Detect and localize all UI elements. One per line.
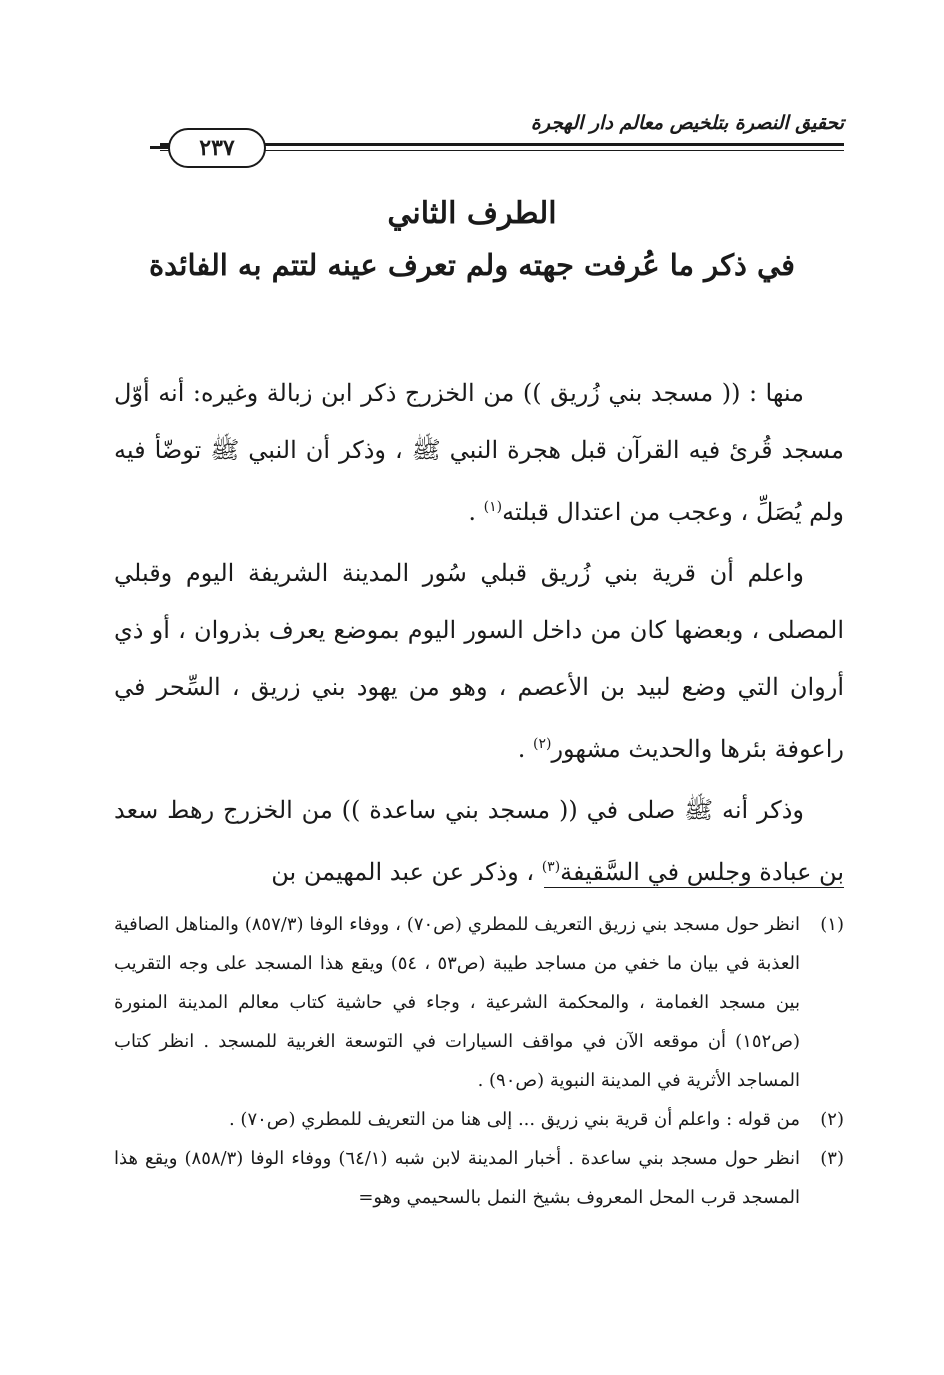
footnote-ref-1: (١): [483, 499, 503, 515]
footnote-1-number: (١): [820, 914, 844, 935]
footnotes: [114, 905, 844, 1217]
footnote-2-number: (٢): [820, 1109, 844, 1130]
paragraph-2-end: .: [517, 735, 533, 763]
chapter-subtitle: في ذكر ما عُرفت جهته ولم تعرف عينه لتتم به الفائدة: [148, 248, 796, 282]
header-rule-tick: [150, 146, 170, 149]
footnote-1-text: انظر حول مسجد بني زريق التعريف للمطري (ص٧٠) ، ووفاء الوفا (٨٥٧/٣) والمناهل الصافية العذبة في بيان ما خفي من مساجد طيبة (ص٥٣ ، ٥٤) ويقع هذا المسجد على وجه التقريب بين مسجد الغمامة ، والمحكمة الشرعية ، وجاء في حاشية كتاب معالم المدينة المنورة (ص١٥٢) أن موقعه الآن في مواقف السيارات في التوسعة الغربية للمسجد . انظر كتاب المساجد الأثرية في المدينة النبوية (ص٩٠) .: [114, 914, 800, 1091]
page-number: ٢٣٧: [168, 128, 266, 168]
paragraph-1: [114, 365, 844, 541]
footnote-3: [114, 1139, 844, 1217]
footnote-ref-2: (٢): [532, 736, 552, 752]
paragraph-2: [114, 545, 844, 778]
paragraph-1-text: منها : (( مسجد بني زُريق )) من الخزرج ذكر ابن زبالة وغيره: أنه أوّل مسجد قُرئ فيه القرآن قبل هجرة النبي ﷺ ، وذكر أن النبي ﷺ توضّأ فيه ولم يُصَلِّ ، وعجب من اعتدال قبلته: [114, 379, 844, 526]
footnote-1: [114, 905, 844, 1100]
paragraph-1-end: .: [468, 498, 484, 526]
footnote-ref-3: (٣): [541, 859, 561, 875]
footnote-3-number: (٣): [820, 1148, 844, 1169]
body-text: [114, 365, 844, 905]
footnote-3-text: انظر حول مسجد بني ساعدة . أخبار المدينة لابن شبه (٦٤/١) ووفاء الوفا (٨٥٨/٣) ويقع هذا المسجد قرب المحل المعروف بشيخ النمل بالسحيمي وهو=: [114, 1148, 800, 1208]
paragraph-3-end: ، وذكر عن عبد المهيمن بن: [271, 858, 542, 886]
chapter-title: الطرف الثاني: [387, 196, 557, 231]
paragraph-3: [114, 782, 844, 901]
footnote-2: [114, 1100, 844, 1139]
footnote-2-text: من قوله : واعلم أن قرية بني زريق ... إلى هنا من التعريف للمطري (ص٧٠) .: [228, 1109, 800, 1130]
running-header-title: تحقيق النصرة بتلخيص معالم دار الهجرة: [530, 112, 844, 134]
footnote-separator: [544, 887, 844, 888]
paragraph-3-text: وذكر أنه ﷺ صلى في (( مسجد بني ساعدة )) من الخزرج رهط سعد بن عبادة وجلس في السَّقيفة: [114, 796, 844, 886]
paragraph-2-text: واعلم أن قرية بني زُريق قبلي سُور المدينة الشريفة اليوم وقبلي المصلى ، وبعضها كان من داخل السور اليوم بموضع يعرف بذروان ، أو ذي أروان التي وضع لبيد بن الأعصم ، وهو من يهود بني زريق ، السِّحر في راعوفة بئرها والحديث مشهور: [114, 559, 844, 763]
